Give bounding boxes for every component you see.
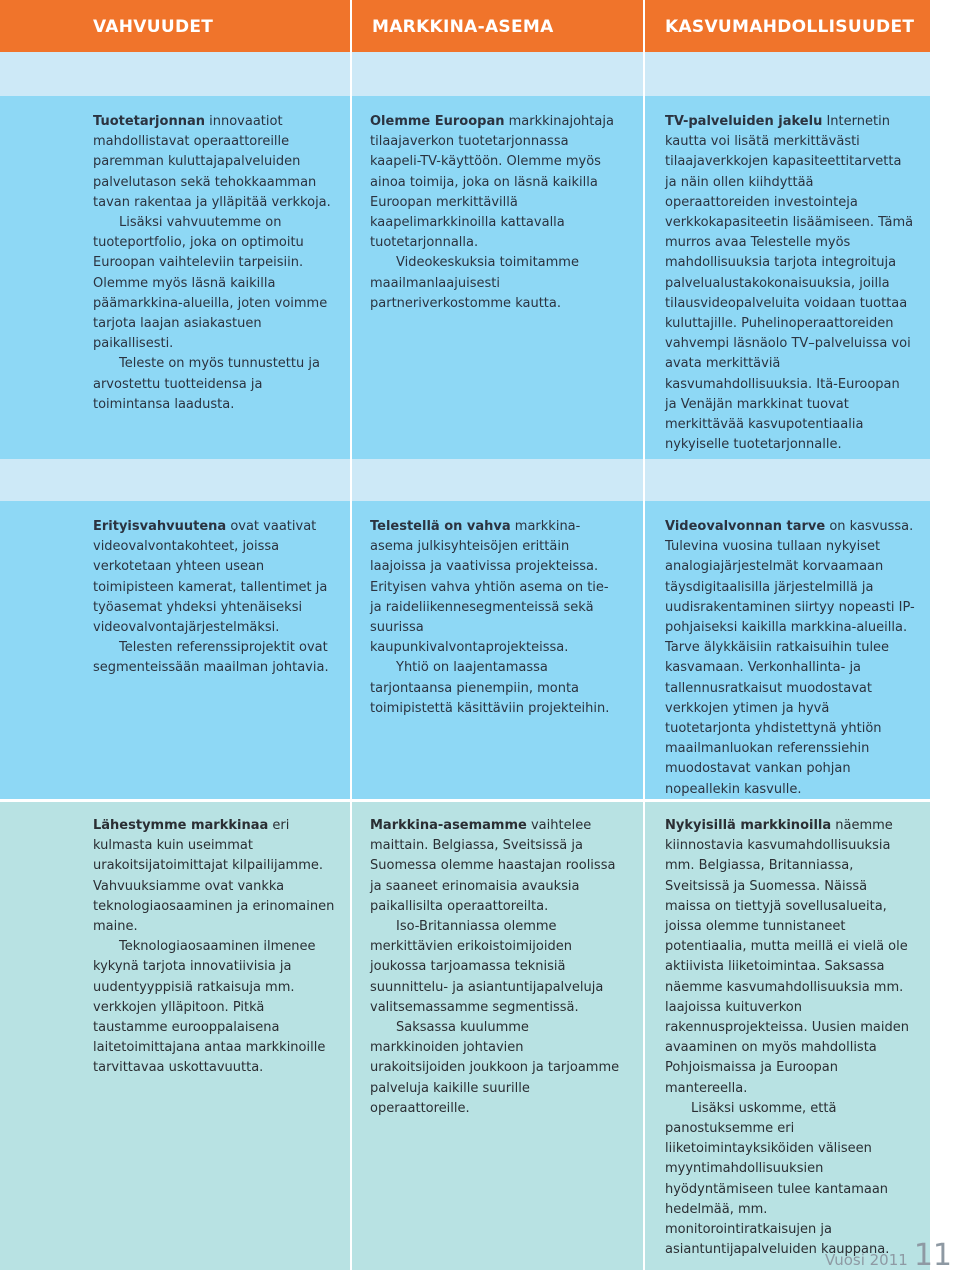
paragraph: Videokeskuksia toimitamme maailmanlaajuisesti partneriverkostomme kautta. <box>370 255 579 311</box>
paragraph-text: innovaatiot mahdollistavat operaattoreille paremman kuluttajapalveluiden palvelutason sekä tehokkaamman tavan rakentaa ja ylläpitää verkkoja. <box>93 114 331 210</box>
paragraph-text: markkinajohtaja tilaajaverkon tuotetarjonnassa kaapeli-TV-käyttöön. Olemme myös ainoa toimija, joka on läsnä kaikilla Euroopan merkittävillä kaapelimarkkinoilla kattavalla tuotetarjonnalla. <box>370 114 614 251</box>
row2-growth-text <box>665 517 915 800</box>
paragraph: Teknologiaosaaminen ilmenee kykynä tarjota innovatiivisia ja uudentyyppisiä ratkaisuja mm. verkkojen ylläpitoon. Pitkä taustamme eurooppalaisena laitetoimittajana antaa markkinoille tarvittavaa uskottavuutta. <box>93 939 326 1076</box>
lead-phrase: Tuotetarjonnan <box>93 114 205 129</box>
header-growth-text: KASVUMAHDOLLISUUDET <box>665 17 915 37</box>
row1-growth-cell <box>645 96 930 459</box>
paragraph: Lisäksi uskomme, että panostuksemme eri liiketoimintayksiköiden väliseen myyntimahdollisuuksien hyödyntämiseen tulee kantamaan hedelmää, mm. monitorointiratkaisujen ja asiantuntijapalveluiden kauppana. <box>665 1100 890 1258</box>
lead-phrase: Markkina-asemamme <box>370 818 527 833</box>
row2-growth-cell <box>645 501 930 799</box>
paragraph-text: ovat vaativat videovalvontakohteet, joissa verkotetaan yhteen usean toimipisteen kamerat, tallentimet ja työasemat yhdeksi yhtenäiseksi videovalvontajärjestelmäksi. <box>93 519 328 636</box>
row1-market-cell <box>352 96 645 459</box>
paragraph <box>665 517 915 800</box>
row1-growth-text <box>665 112 915 455</box>
row1-strengths-cell <box>0 96 352 459</box>
row1-market-text <box>370 112 620 314</box>
header-strengths-text: VAHVUUDET <box>93 17 214 37</box>
row2-market-cell <box>352 501 645 799</box>
band-mid-3 <box>645 459 930 501</box>
band-top-3 <box>645 52 930 96</box>
paragraph: Telesten referenssiprojektit ovat segmenteissään maailman johtavia. <box>93 640 329 676</box>
row1-strengths-text <box>93 112 341 415</box>
page-footer <box>825 1238 952 1273</box>
row3-market-cell <box>352 799 645 1270</box>
lead-phrase: Lähestymme markkinaa <box>93 818 269 833</box>
footer-year-label: Vuosi 2011 <box>824 1251 908 1269</box>
row3-strengths-cell <box>0 799 352 1270</box>
lead-phrase: Olemme Euroopan <box>370 114 505 129</box>
header-strengths <box>0 0 352 52</box>
row3-growth-cell <box>645 799 930 1270</box>
paragraph: Iso-Britanniassa olemme merkittävien erikoistoimijoiden joukossa tarjoamassa teknisiä suunnittelu- ja asiantuntijapalveluja valitsemassamme segmentissä. <box>370 919 604 1015</box>
row3-market-text <box>370 816 620 1119</box>
row3-strengths-text <box>93 816 341 1079</box>
paragraph <box>665 816 915 1099</box>
paragraph <box>370 517 620 658</box>
header-market-position <box>352 0 645 52</box>
paragraph <box>665 112 915 455</box>
paragraph: Saksassa kuulumme markkinoiden johtavien urakoitsijoiden joukkoon ja tarjoamme palveluja kaikille suurille operaattoreille. <box>370 1020 620 1116</box>
row3-growth-text <box>665 816 915 1260</box>
band-mid-2 <box>352 459 645 501</box>
row2-market-text <box>370 517 620 719</box>
band-mid-1 <box>0 459 352 501</box>
lead-phrase: Nykyisillä markkinoilla <box>665 818 832 833</box>
paragraph-text: näemme kiinnostavia kasvumahdollisuuksia mm. Belgiassa, Britanniassa, Sveitsissä ja Suomessa. Näissä maissa on tiettyjä sovellusalueita, joissa olemme tunnistaneet potentiaalia, mutta meillä ei vielä ole aktiivista liiketoimintaa. Saksassa näemme kasvumahdollisuuksia mm. laajoissa kuituverkon rakennusprojekteissa. Uusien maiden avaaminen on myös mahdollista Pohjoismaissa ja Euroopan mantereella. <box>665 818 909 1096</box>
header-growth <box>645 0 930 52</box>
row2-strengths-text <box>93 517 341 679</box>
band-top-2 <box>352 52 645 96</box>
paragraph-text: Internetin kautta voi lisätä merkittävästi tilaajaverkkojen kapasiteettitarvetta ja näin ollen kiihdyttää operaattoreiden investointeja verkkokapasiteetin lisäämiseen. Tämä murros avaa Telestelle myös mahdollisuuksia tarjota integroituja palvelualustakokonaisuuksia, joilla tilausvideopalveluita voidaan tuottaa kuluttajille. Puhelinoperaattoreiden vahvempi läsnäolo TV–palveluissa voi avata merkittäviä kasvumahdollisuuksia. Itä-Euroopan ja Venäjän markkinat tuovat merkittävää kasvupotentiaalia nykyiselle tuotetarjonnalle. <box>665 114 914 453</box>
paragraph <box>370 816 620 917</box>
lead-phrase: Erityisvahvuutena <box>93 519 227 534</box>
paragraph-text: markkina-asema julkisyhteisöjen erittäin laajoissa ja vaativissa projekteissa. Erityisen vahva yhtiön asema on tie- ja raideliikennesegmenteissä sekä suurissa kaupunkivalvontaprojekteissa. <box>370 519 609 656</box>
header-market-position-text: MARKKINA-ASEMA <box>372 17 554 37</box>
paragraph <box>370 112 620 253</box>
row2-strengths-cell <box>0 501 352 799</box>
paragraph: Lisäksi vahvuutemme on tuoteportfolio, joka on optimoitu Euroopan vaihteleviin tarpeisiin. Olemme myös läsnä kaikilla päämarkkina-alueilla, joten voimme tarjota laajan asiakastuen paikallisesti. <box>93 215 328 352</box>
paragraph <box>93 816 341 937</box>
paragraph-text: eri kulmasta kuin useimmat urakoitsijatoimittajat kilpailijamme. Vahvuuksiamme ovat vankka teknologiaosaaminen ja erinomainen maine. <box>93 818 335 935</box>
band-top-1 <box>0 52 352 96</box>
paragraph: Yhtiö on laajentamassa tarjontaansa pienempiin, monta toimipistettä käsittäviin projekteihin. <box>370 660 610 716</box>
paragraph: Teleste on myös tunnustettu ja arvostettu tuotteidensa ja toimintansa laadusta. <box>93 356 320 412</box>
paragraph <box>93 112 341 213</box>
lead-phrase: Videovalvonnan tarve <box>665 519 826 534</box>
page-number: 11 <box>913 1238 952 1273</box>
paragraph-text: vaihtelee maittain. Belgiassa, Sveitsissä ja Suomessa olemme haastajan roolissa ja saaneet erinomaisia avauksia paikallisilta operaattoreilta. <box>370 818 616 914</box>
lead-phrase: TV-palveluiden jakelu <box>665 114 823 129</box>
paragraph-text: on kasvussa. Tulevina vuosina tullaan nykyiset analogiajärjestelmät korvaamaan täysdigitaalisilla järjestelmillä ja uudisrakentaminen siirtyy nopeasti IP-pohjaiseksi kaikilla markkina-alueilla. Tarve älykkäisiin ratkaisuihin tulee kasvamaan. Verkonhallinta- ja tallennusratkaisut muodostavat verkkojen ytimen ja hyvä tuotetarjonta yhdistettynä yhtiön maailmanluokan referenssiehin muodostavat vankan pohjan nopeallekin kasvulle. <box>665 519 915 797</box>
lead-phrase: Telestellä on vahva <box>370 519 511 534</box>
paragraph <box>93 517 341 638</box>
